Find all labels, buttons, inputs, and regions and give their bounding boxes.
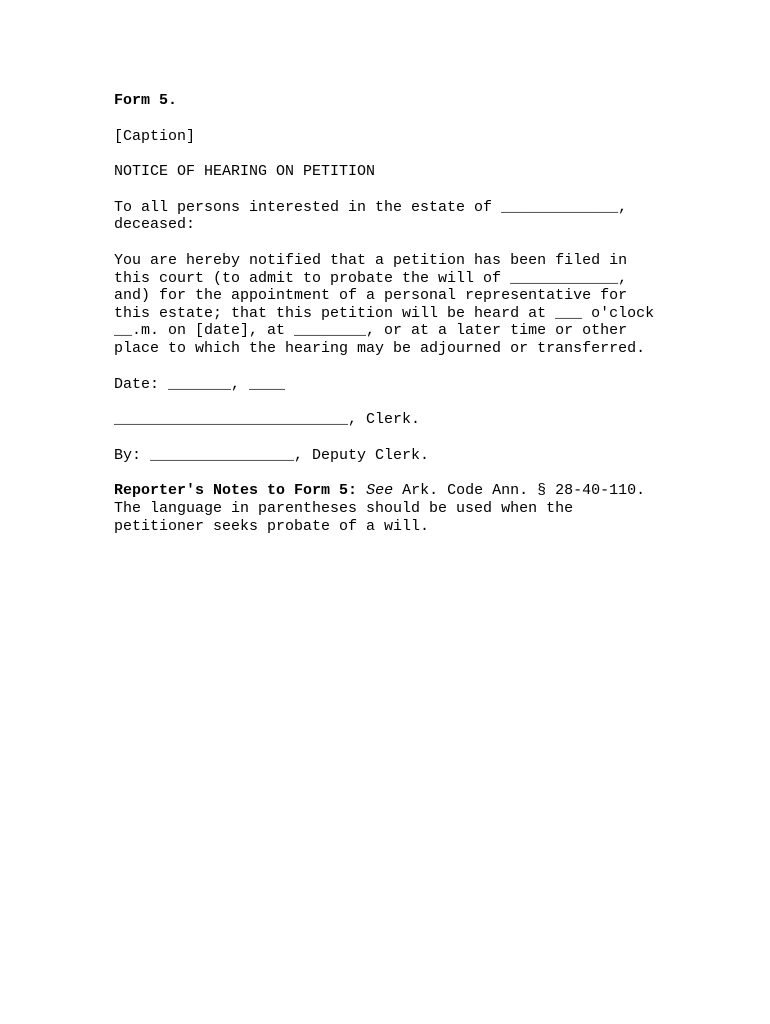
notes-line: The language in parentheses should be used when the (114, 499, 574, 517)
notes-citation: Ark. Code Ann. § 28-40-110. (402, 482, 646, 500)
notice-line: __.m. on [date], at ________, or at a later time or other (114, 322, 628, 340)
document-page (114, 92, 714, 553)
address-line: To all persons interested in the estate of _____________, (114, 198, 628, 216)
reporters-notes (114, 482, 714, 535)
notice-line: and) for the appointment of a personal representative for (114, 287, 628, 305)
clerk-signature-line: __________________________, Clerk. (114, 411, 421, 429)
address-paragraph (114, 199, 714, 234)
notes-see: See (366, 482, 394, 500)
notice-heading: NOTICE OF HEARING ON PETITION (114, 163, 376, 181)
date-line: Date: _______, ____ (114, 375, 286, 393)
form-number: Form 5. (114, 92, 178, 109)
notes-line: petitioner seeks probate of a will. (114, 517, 430, 535)
notice-line: this court (to admit to probate the will of ____________, (114, 269, 628, 287)
notice-line: place to which the hearing may be adjourned or transferred. (114, 339, 646, 357)
notice-line: You are hereby notified that a petition has been filed in (114, 251, 628, 269)
deputy-clerk-line: By: ________________, Deputy Clerk. (114, 446, 430, 464)
address-line: deceased: (114, 216, 196, 234)
notice-line: this estate; that this petition will be heard at ___ o'clock (114, 304, 655, 322)
notes-label: Reporter's Notes to Form 5: (114, 482, 358, 500)
notice-paragraph (114, 252, 714, 358)
caption-placeholder: [Caption] (114, 127, 196, 145)
